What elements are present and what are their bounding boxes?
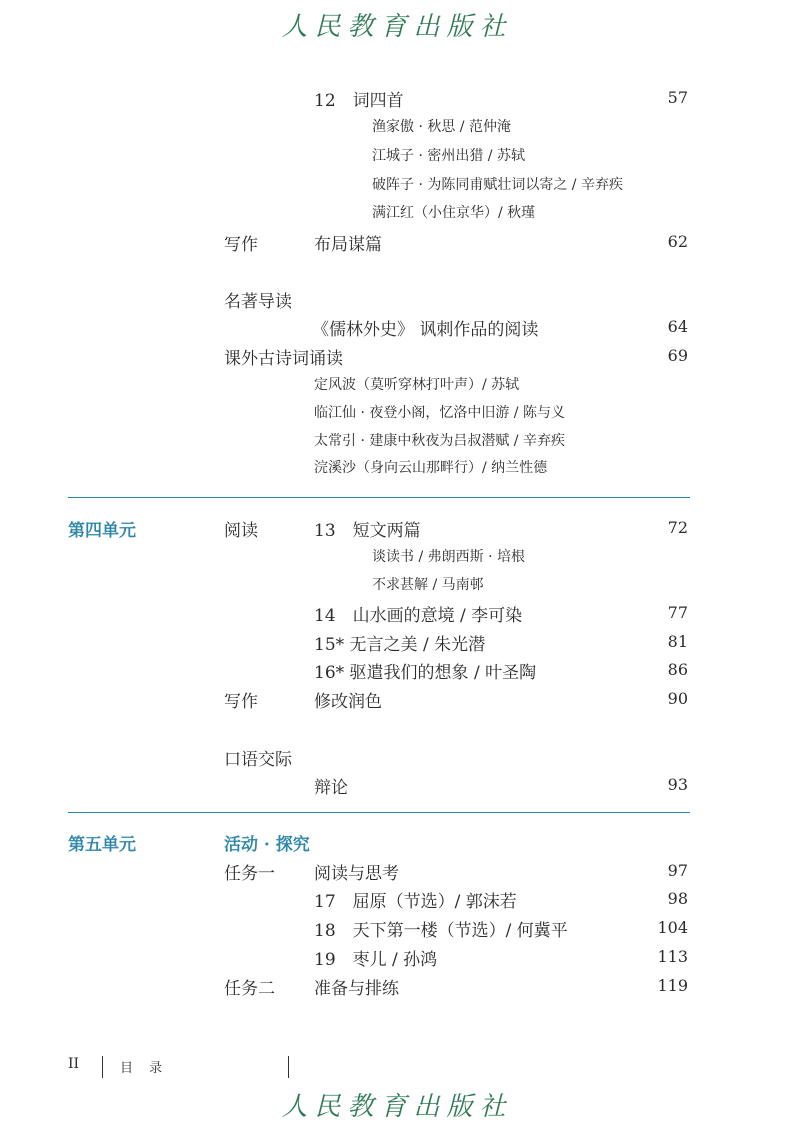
poem-jiangchengzi[interactable]: 江城子 · 密州出猎 / 苏轼 (372, 148, 525, 164)
unit-divider (68, 812, 690, 813)
essay-tandushu[interactable]: 谈读书 / 弗朗西斯 · 培根 (372, 549, 525, 565)
task-1-title[interactable]: 阅读与思考 (314, 864, 399, 884)
unit-4-writing-page: 90 (667, 689, 688, 708)
writing-title[interactable]: 布局谋篇 (314, 235, 382, 255)
lesson-19-page: 113 (657, 947, 688, 966)
extra-poems-page: 69 (667, 346, 688, 365)
poem-linjiangxian[interactable]: 临江仙 · 夜登小阁，忆洛中旧游 / 陈与义 (314, 405, 565, 421)
task-2-page: 119 (657, 976, 688, 995)
oral-page: 93 (667, 775, 688, 794)
lesson-18-title[interactable]: 18 天下第一楼（节选）/ 何冀平 (314, 921, 568, 941)
lesson-12-page: 57 (667, 88, 688, 107)
task-1-page: 97 (667, 861, 688, 880)
page-folio: II (68, 1056, 80, 1072)
publisher-logo-bottom: 人民教育出版社 (281, 1092, 513, 1122)
task-2-title[interactable]: 准备与排练 (314, 979, 399, 999)
lesson-12-title[interactable]: 12 词四首 (314, 91, 404, 111)
unit-4-writing-label: 写作 (224, 692, 258, 712)
writing-page: 62 (667, 232, 688, 251)
lesson-16-page: 86 (667, 660, 688, 679)
essay-buqiushenjie[interactable]: 不求甚解 / 马南邨 (372, 577, 484, 593)
lesson-13-page: 72 (667, 518, 688, 537)
lesson-14-page: 77 (667, 603, 688, 622)
poem-pozhenzi[interactable]: 破阵子 · 为陈同甫赋壮词以寄之 / 辛弃疾 (372, 177, 623, 193)
unit-5-title: 第五单元 (68, 835, 136, 855)
unit-4-writing-title[interactable]: 修改润色 (314, 692, 382, 712)
publisher-logo-top: 人民教育出版社 (281, 12, 513, 42)
task-2-label: 任务二 (224, 979, 275, 999)
lesson-13-title[interactable]: 13 短文两篇 (314, 521, 421, 541)
lesson-15-page: 81 (667, 632, 688, 651)
unit-4-reading-label: 阅读 (224, 521, 258, 541)
poem-yujiaao[interactable]: 渔家傲 · 秋思 / 范仲淹 (372, 119, 511, 135)
lesson-19-title[interactable]: 19 枣儿 / 孙鸿 (314, 950, 438, 970)
lesson-17-page: 98 (667, 889, 688, 908)
footer-bar-left (102, 1056, 103, 1078)
task-1-label: 任务一 (224, 864, 275, 884)
oral-label: 口语交际 (224, 750, 292, 770)
activity-heading: 活动 · 探究 (224, 835, 310, 855)
lesson-17-title[interactable]: 17 屈原（节选）/ 郭沫若 (314, 892, 517, 912)
lesson-18-page: 104 (657, 918, 688, 937)
poem-dingfengbo[interactable]: 定风波（莫听穿林打叶声）/ 苏轼 (314, 377, 520, 393)
unit-divider (68, 497, 690, 498)
classics-title[interactable]: 《儒林外史》 讽刺作品的阅读 (312, 320, 539, 340)
classics-label: 名著导读 (224, 292, 292, 312)
unit-4-title: 第四单元 (68, 521, 136, 541)
poem-huanxisha[interactable]: 浣溪沙（身向云山那畔行）/ 纳兰性德 (314, 460, 548, 476)
lesson-16-title[interactable]: 16* 驱遣我们的想象 / 叶圣陶 (314, 663, 537, 683)
poem-manjianghong[interactable]: 满江红（小住京华）/ 秋瑾 (372, 205, 536, 221)
footer-section: 目 录 (120, 1061, 169, 1076)
writing-label: 写作 (224, 235, 258, 255)
poem-taichangyin[interactable]: 太常引 · 建康中秋夜为吕叔潜赋 / 辛弃疾 (314, 433, 565, 449)
lesson-15-title[interactable]: 15* 无言之美 / 朱光潜 (314, 635, 486, 655)
classics-page: 64 (667, 317, 688, 336)
extra-poems-label[interactable]: 课外古诗词诵读 (224, 349, 343, 369)
footer-bar-right (288, 1056, 289, 1078)
lesson-14-title[interactable]: 14 山水画的意境 / 李可染 (314, 606, 523, 626)
oral-title[interactable]: 辩论 (314, 778, 348, 798)
